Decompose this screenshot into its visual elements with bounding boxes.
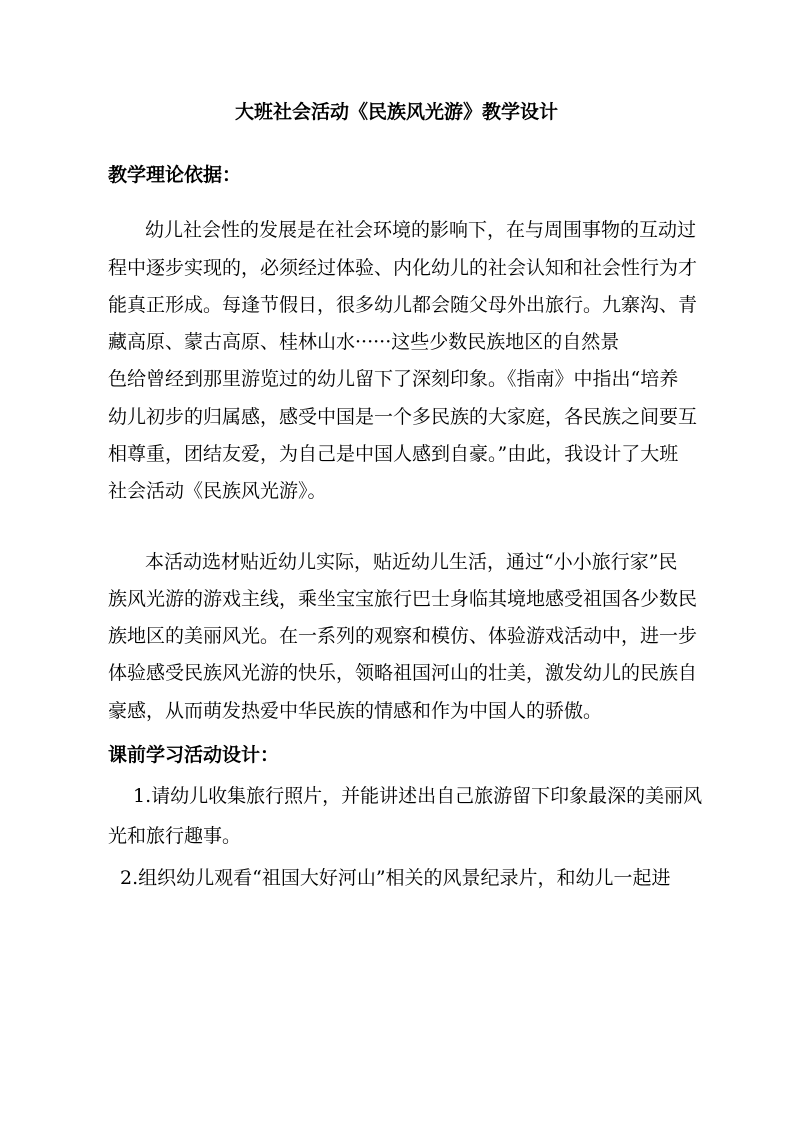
- document-title: 大班社会活动《民族风光游》教学设计: [234, 101, 558, 123]
- paragraph2-line: 本活动选材贴近幼儿实际，贴近幼儿生活，通过“小小旅行家”民: [145, 551, 678, 573]
- paragraph2-line: 体验感受民族风光游的快乐，领略祖国河山的壮美，激发幼儿的民族自: [108, 662, 698, 684]
- paragraph1-line: 藏高原、蒙古高原、桂林山水······这些少数民族地区的自然景: [108, 331, 620, 353]
- paragraph1-line: 幼儿社会性的发展是在社会环境的影响下，在与周围事物的互动过: [145, 219, 697, 241]
- paragraph1-line: 程中逐步实现的，必须经过体验、内化幼儿的社会认知和社会性行为才: [108, 257, 698, 279]
- paragraph1-line: 色给曾经到那里游览过的幼儿留下了深刻印象。《指南》中指出“培养: [108, 368, 679, 390]
- list-item-1-line: 1.请幼儿收集旅行照片，并能讲述出自己旅游留下印象最深的美丽风: [133, 785, 703, 807]
- pre-class-heading: 课前学习活动设计：: [108, 744, 280, 766]
- paragraph2-line: 族风光游的游戏主线，乘坐宝宝旅行巴士身临其境地感受祖国各少数民: [108, 588, 698, 610]
- theory-heading: 教学理论依据：: [108, 164, 242, 186]
- paragraph2-line: 豪感，从而萌发热爱中华民族的情感和作为中国人的骄傲。: [108, 700, 603, 722]
- paragraph1-line: 幼儿初步的归属感，感受中国是一个多民族的大家庭，各民族之间要互: [108, 406, 698, 428]
- list-item-2-line: 2.组织幼儿观看“祖国大好河山”相关的风景纪录片，和幼儿一起进: [120, 867, 671, 889]
- list-item-1-line: 光和旅行趣事。: [108, 825, 242, 847]
- paragraph1-line: 能真正形成。每逢节假日，很多幼儿都会随父母外出旅行。九寨沟、青: [108, 294, 698, 316]
- paragraph2-line: 族地区的美丽风光。在一系列的观察和模仿、体验游戏活动中，进一步: [108, 625, 698, 647]
- paragraph1-line: 相尊重，团结友爱，为自己是中国人感到自豪。”由此，我设计了大班: [108, 443, 679, 465]
- paragraph1-line: 社会活动《民族风光游》。: [108, 480, 327, 502]
